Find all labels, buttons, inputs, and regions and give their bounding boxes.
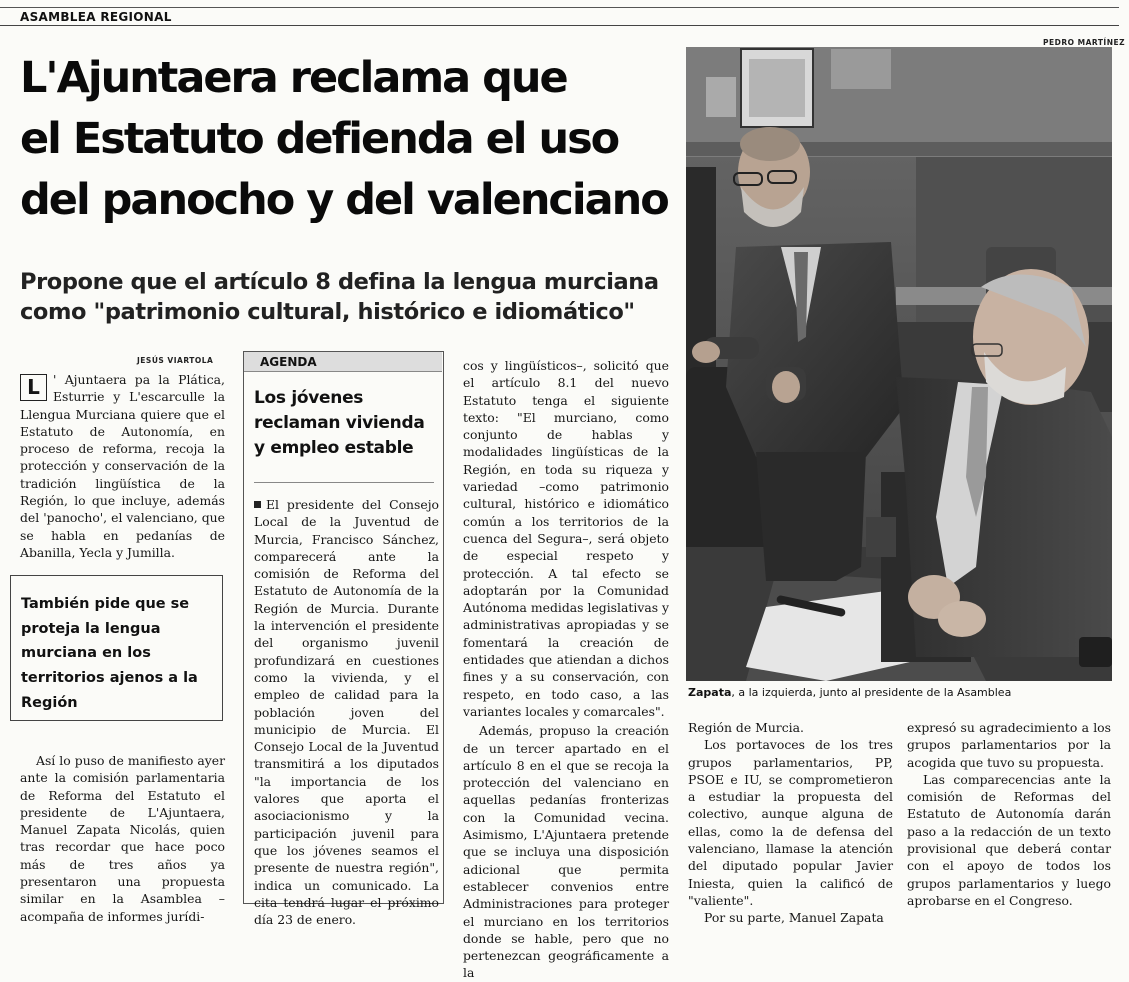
- article-col5-paragraph-2: Las comparecencias ante la comisión de Reformas del Estatuto de Autonomía darán paso a la redacción de un texto provisional que deberá contar con el apoyo de todos los grupos parlamentarios y luego aprobarse en el Congreso.: [907, 771, 1111, 908]
- section-label: ASAMBLEA REGIONAL: [20, 10, 172, 24]
- subheadline: [20, 267, 670, 327]
- section-header: [0, 0, 1129, 26]
- pullquote-text: También pide que se proteja la lengua murciana en los territorios ajenos a la Región: [21, 596, 198, 711]
- article-col4-paragraph-1: Región de Murcia.: [688, 720, 804, 735]
- article-col4-paragraph-3: Por su parte, Manuel Zapata: [704, 910, 884, 926]
- article-col3-paragraph-1: cos y lingüísticos–, solicitó que el artículo 8.1 del nuevo Estatuto tenga el siguiente texto: "El murciano, como conjunto de hablas y modalidades lingüísticas de la Región, en toda su riqueza y variedad –como patrimonio cultural, histórico e idiomático común a los territorios de la cuenca del Segura–, será objeto de especial respeto y protección. A tal efecto se adoptarán por la Comunidad Autónoma medidas legislativas y administrativas apropiadas y se fomentará la creación de entidades que atiendan a dichos fines y a su conservación, con respeto, en todo caso, a las variantes locales y comarcales".: [463, 358, 670, 719]
- agenda-title: Los jóvenes reclaman vivienda y empleo estable: [254, 388, 425, 458]
- article-column-4: [688, 719, 893, 927]
- article-paragraph-1: Así lo puso de manifiesto ayer ante la comisión parlamentaria de Reforma del Estatuto el presidente de L'Ajuntaera, Manuel Zapata Nicolás, quien tras recordar que hace poco más de tres años ya presentaron una propuesta similar en la Asamblea –acompaña de informes jurídi-: [20, 753, 225, 924]
- lead-paragraph: [20, 371, 225, 561]
- agenda-text: [254, 496, 439, 928]
- pullquote-box: [10, 575, 223, 721]
- caption-text: , a la izquierda, junto al presidente de la Asamblea: [731, 686, 1012, 699]
- dropcap: L: [20, 374, 47, 401]
- article-col5-paragraph-1: expresó su agradecimiento a los grupos parlamentarios por la acogida que tuvo su propuesta.: [907, 720, 1111, 770]
- article-column-5: [907, 719, 1111, 909]
- header-rule: [0, 25, 1119, 26]
- agenda-body: El presidente del Consejo Local de la Juventud de Murcia, Francisco Sánchez, comparecerá ante la comisión de Reforma del Estatuto de Autonomía de la Región de Murcia. Durante la intervención el presidente del organismo juvenil profundizará en cuestiones como la vivienda, y el empleo de calidad para la población joven del municipio de Murcia. El Consejo Local de la Juventud transmitirá a los diputados "la importancia de los valores que aporta el asociacionismo y la participación juvenil para que los jóvenes seamos el presente de nuestra región", indica un comunicado. La cita tendrá lugar el próximo día 23 de enero.: [254, 497, 439, 928]
- photo-illustration: [686, 47, 1112, 681]
- photo-caption: [688, 686, 1108, 699]
- headline: [20, 48, 680, 231]
- caption-name: Zapata: [688, 686, 732, 699]
- news-photo: [686, 47, 1112, 681]
- photo-credit: PEDRO MARTÍNEZ: [1043, 38, 1126, 47]
- lead-text: ' Ajuntaera pa la Plática, Esturrie y L'escarculle la Llengua Murciana quiere que el Estatuto de Autonomía, en proceso de reforma, recoja la protección y conservación de la tradición lingüística de la Región, lo que incluye, además del 'panocho', el valenciano, que se habla en pedanías de Abanilla, Yecla y Jumilla.: [20, 372, 225, 560]
- article-col3-paragraph-2: Además, propuso la creación de un tercer apartado en el artículo 8 en el que se recoja la protección del valenciano en aquellas pedanías fronterizas con la Comunidad vecina. Asimismo, L'Ajuntaera pretende que se incluya una disposición adicional que permita establecer convenios entre Administraciones para proteger el murciano en los territorios donde se hable, pero que no pertenezcan geográficamente a la: [463, 723, 669, 981]
- agenda-label: AGENDA: [244, 352, 442, 372]
- headline-line-1: L'Ajuntaera reclama que: [20, 53, 567, 103]
- headline-line-3: del panocho y del valenciano: [20, 175, 668, 225]
- byline: JESÚS VIARTOLA: [137, 356, 214, 365]
- bullet-icon: [254, 501, 261, 508]
- agenda-box: [243, 351, 444, 928]
- top-rule: [0, 7, 1119, 8]
- subheadline-line-1: Propone que el artículo 8 defina la lengua murciana: [20, 269, 659, 295]
- agenda-divider: [254, 482, 434, 483]
- article-column-3: [463, 357, 669, 982]
- headline-line-2: el Estatuto defienda el uso: [20, 114, 619, 164]
- subheadline-line-2: como "patrimonio cultural, histórico e idiomático": [20, 299, 635, 325]
- article-col4-paragraph-2: Los portavoces de los tres grupos parlamentarios, PP, PSOE e IU, se comprometieron a estudiar la propuesta del colectivo, aunque alguna de ellas, como la de defensa del valenciano, llamase la atención del diputado popular Javier Iniesta, quien la calificó de "valiente".: [688, 737, 893, 908]
